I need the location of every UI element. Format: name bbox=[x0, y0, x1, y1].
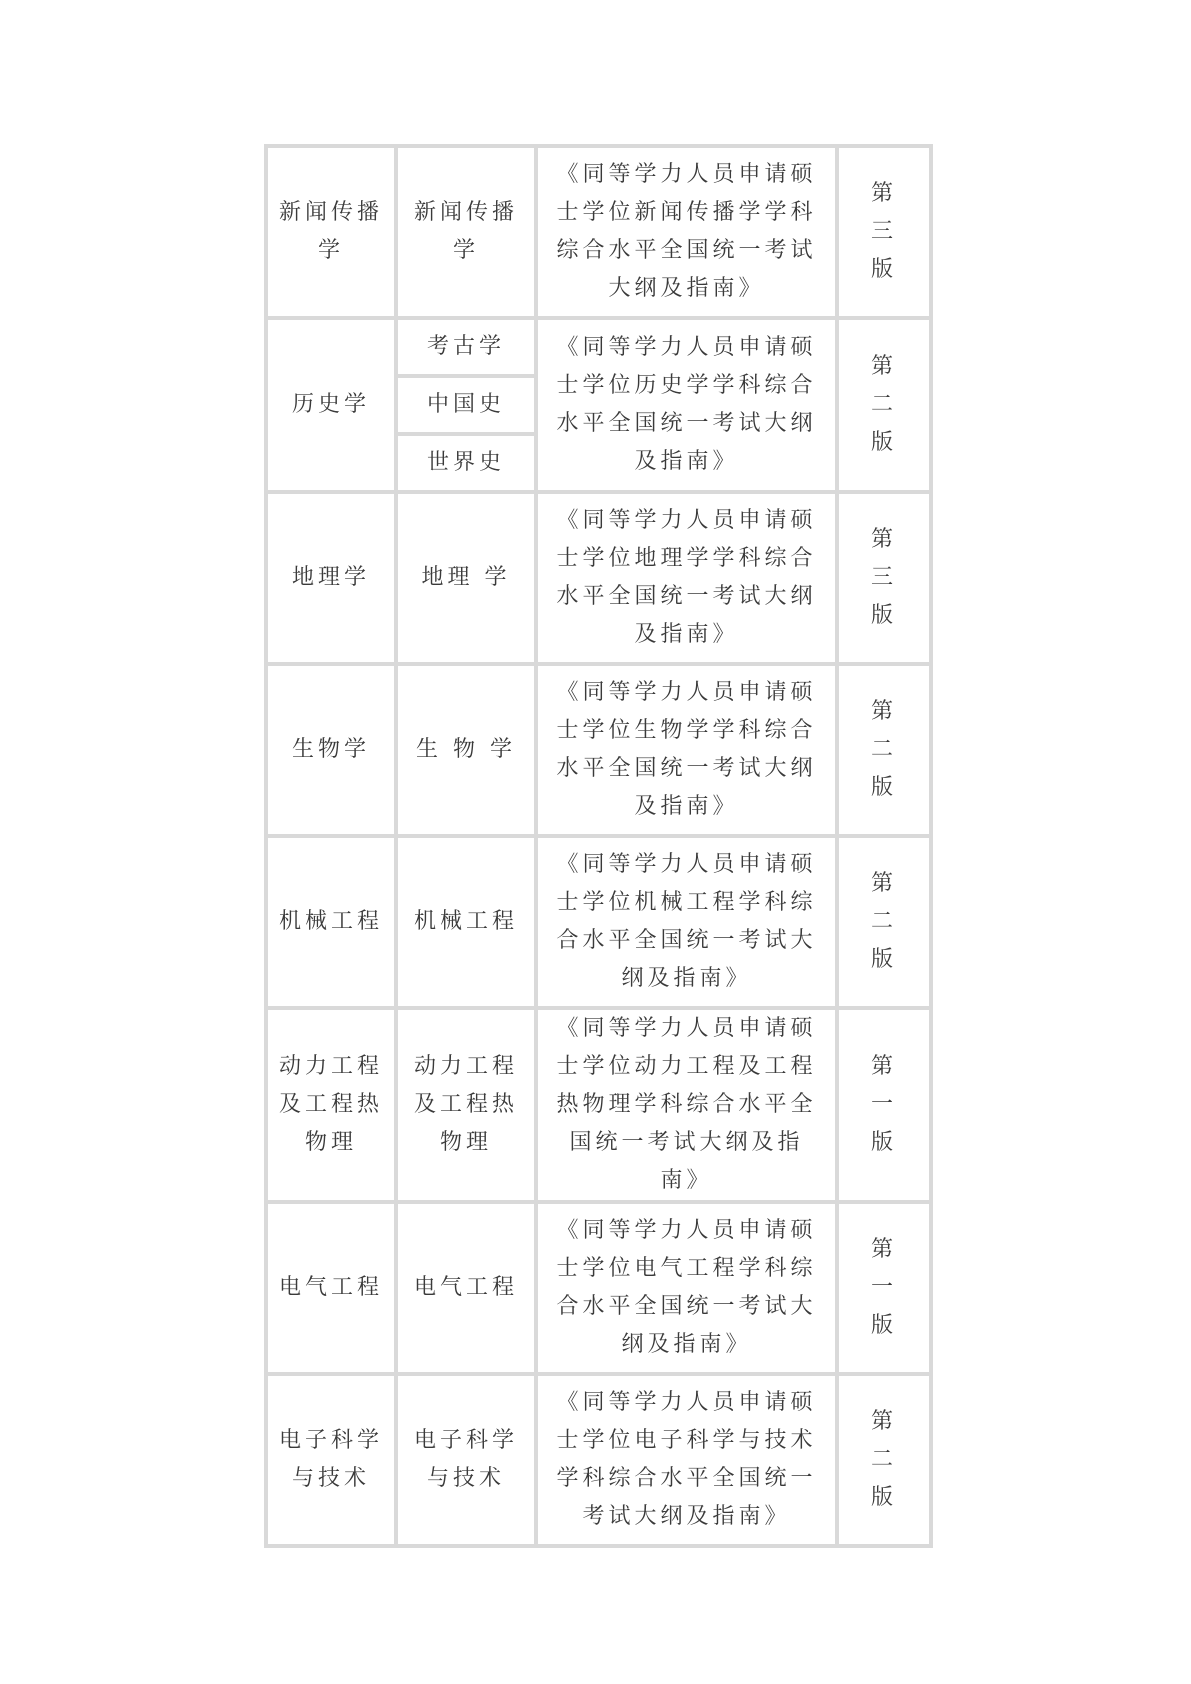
syllabus-title-cell: 《同等学力人员申请硕士学位电气工程学科综合水平全国统一考试大纲及指南》 bbox=[538, 1204, 835, 1372]
table-row bbox=[268, 1010, 929, 1200]
sub-discipline-cell: 世界史 bbox=[398, 436, 534, 490]
edition-cell: 第一版 bbox=[839, 1010, 929, 1200]
syllabus-title-cell: 《同等学力人员申请硕士学位动力工程及工程热物理学科综合水平全国统一考试大纲及指南》 bbox=[538, 1010, 835, 1200]
syllabus-table bbox=[264, 144, 933, 1548]
table-row bbox=[268, 838, 929, 1006]
edition-cell: 第一版 bbox=[839, 1204, 929, 1372]
table-row bbox=[268, 666, 929, 834]
sub-discipline-cell: 中国史 bbox=[398, 378, 534, 432]
sub-discipline-cell: 电气工程 bbox=[398, 1204, 534, 1372]
edition-cell: 第二版 bbox=[839, 838, 929, 1006]
discipline-cell: 生物学 bbox=[268, 666, 394, 834]
sub-discipline-cell: 生 物 学 bbox=[398, 666, 534, 834]
syllabus-title-cell: 《同等学力人员申请硕士学位生物学学科综合水平全国统一考试大纲及指南》 bbox=[538, 666, 835, 834]
discipline-cell: 动力工程及工程热物理 bbox=[268, 1010, 394, 1200]
discipline-cell: 新闻传播学 bbox=[268, 148, 394, 316]
sub-discipline-cell: 地理 学 bbox=[398, 494, 534, 662]
syllabus-title-cell: 《同等学力人员申请硕士学位地理学学科综合水平全国统一考试大纲及指南》 bbox=[538, 494, 835, 662]
table-row bbox=[268, 320, 929, 374]
table-row bbox=[268, 494, 929, 662]
edition-cell: 第二版 bbox=[839, 320, 929, 490]
table-row bbox=[268, 1376, 929, 1544]
syllabus-title-cell: 《同等学力人员申请硕士学位机械工程学科综合水平全国统一考试大纲及指南》 bbox=[538, 838, 835, 1006]
discipline-cell: 地理学 bbox=[268, 494, 394, 662]
sub-discipline-cell: 电子科学与技术 bbox=[398, 1376, 534, 1544]
table-row bbox=[268, 1204, 929, 1372]
sub-discipline-cell: 动力工程及工程热物理 bbox=[398, 1010, 534, 1200]
edition-cell: 第三版 bbox=[839, 494, 929, 662]
sub-discipline-cell: 考古学 bbox=[398, 320, 534, 374]
sub-discipline-cell: 机械工程 bbox=[398, 838, 534, 1006]
discipline-cell: 电气工程 bbox=[268, 1204, 394, 1372]
syllabus-table-body bbox=[268, 148, 929, 1544]
discipline-cell: 历史学 bbox=[268, 320, 394, 490]
syllabus-title-cell: 《同等学力人员申请硕士学位历史学学科综合水平全国统一考试大纲及指南》 bbox=[538, 320, 835, 490]
edition-cell: 第二版 bbox=[839, 1376, 929, 1544]
syllabus-title-cell: 《同等学力人员申请硕士学位新闻传播学学科综合水平全国统一考试大纲及指南》 bbox=[538, 148, 835, 316]
edition-cell: 第二版 bbox=[839, 666, 929, 834]
syllabus-title-cell: 《同等学力人员申请硕士学位电子科学与技术学科综合水平全国统一考试大纲及指南》 bbox=[538, 1376, 835, 1544]
edition-cell: 第三版 bbox=[839, 148, 929, 316]
discipline-cell: 机械工程 bbox=[268, 838, 394, 1006]
table-row bbox=[268, 148, 929, 316]
discipline-cell: 电子科学与技术 bbox=[268, 1376, 394, 1544]
sub-discipline-cell: 新闻传播学 bbox=[398, 148, 534, 316]
